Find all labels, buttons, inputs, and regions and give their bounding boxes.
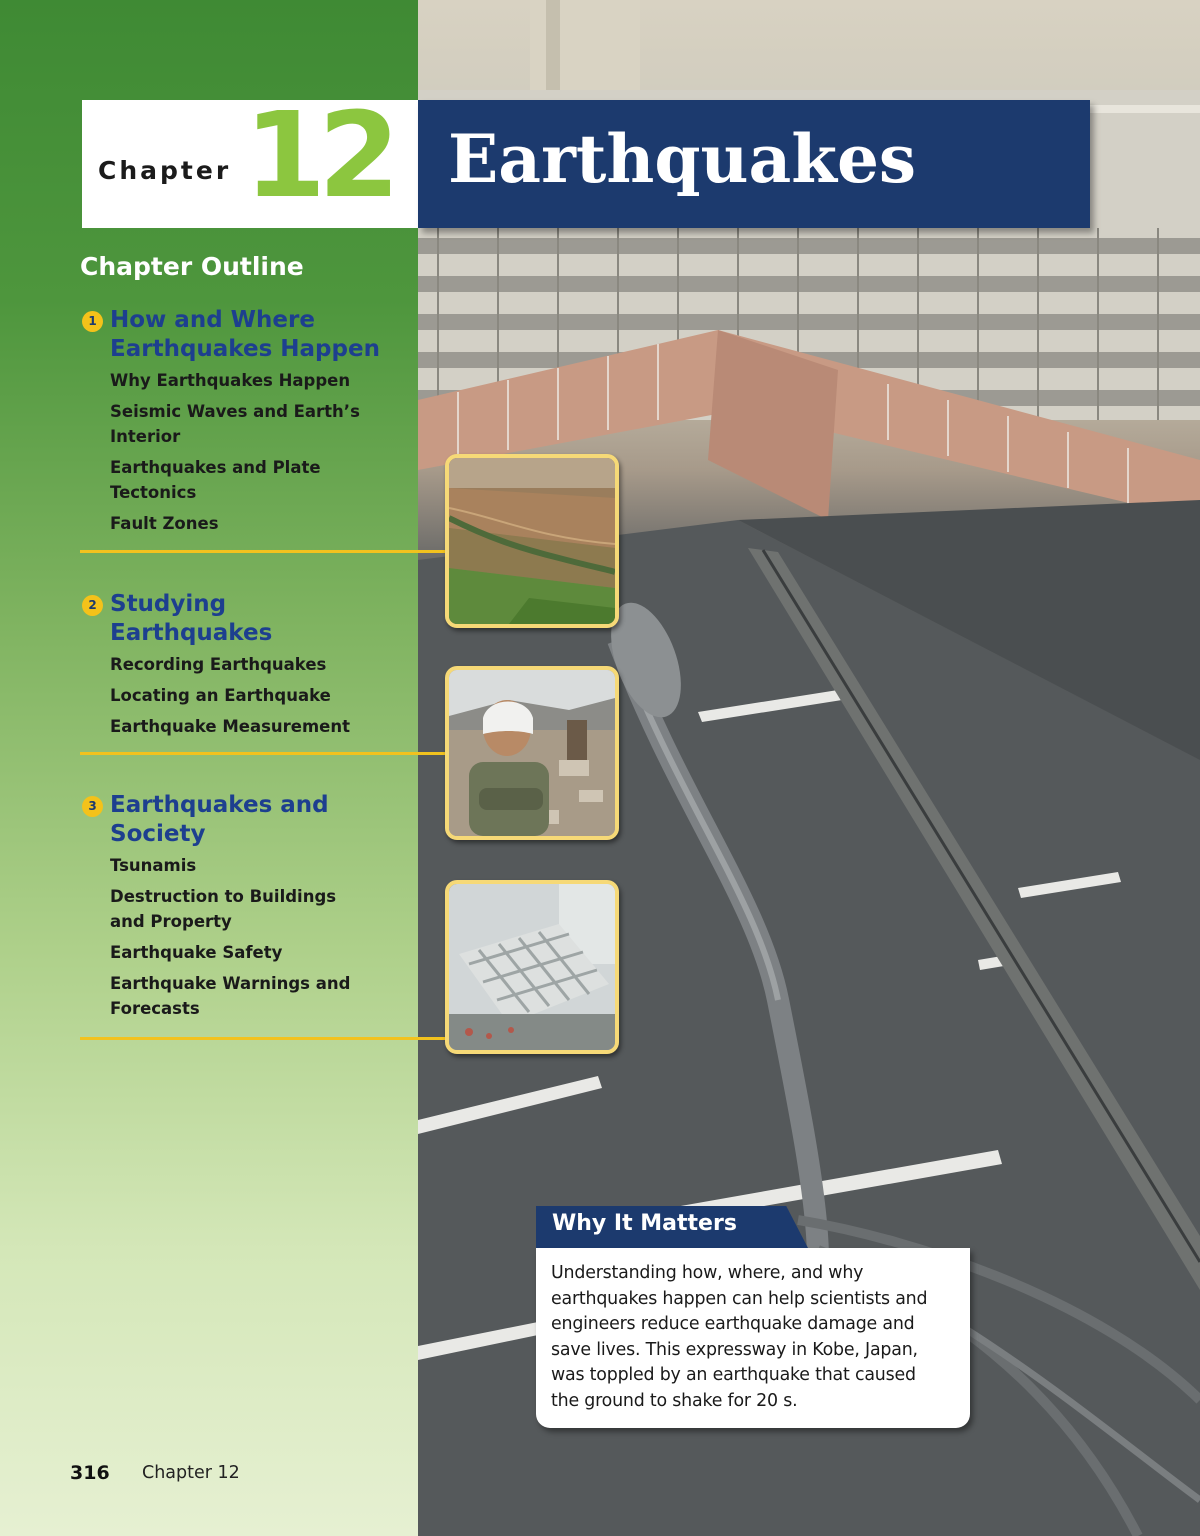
- outline-item: Why Earthquakes Happen: [110, 371, 351, 390]
- chapter-word: Chapter: [98, 156, 232, 185]
- section-title: How and Where Earthquakes Happen: [110, 307, 380, 362]
- outline-item: Earthquake Safety: [110, 943, 283, 962]
- section-number-badge: 1: [82, 311, 103, 332]
- section-divider: [80, 1037, 446, 1040]
- section-title: Earthquakes and Society: [110, 792, 329, 847]
- outline-section-2: [80, 590, 420, 739]
- outline-item: Earthquake Measurement: [110, 717, 350, 736]
- outline-item: Destruction to Buildings and Property: [110, 887, 337, 931]
- outline-sidebar: [0, 0, 418, 1536]
- section-number-badge: 2: [82, 595, 103, 616]
- page-number: 316: [70, 1462, 110, 1484]
- outline-heading: Chapter Outline: [80, 252, 304, 281]
- injured-boy-thumbnail: [445, 666, 619, 840]
- chapter-number: 12: [244, 86, 393, 224]
- fault-landscape-thumbnail: [445, 454, 619, 628]
- collapsed-building-thumbnail: [445, 880, 619, 1054]
- chapter-title: Earthquakes: [448, 120, 917, 198]
- outline-item: Tsunamis: [110, 856, 197, 875]
- section-divider: [80, 752, 446, 755]
- outline-section-3: [80, 791, 420, 1021]
- outline-section-1: [80, 306, 420, 536]
- outline-item: Earthquake Warnings and Forecasts: [110, 974, 351, 1018]
- outline-item: Earthquakes and Plate Tectonics: [110, 458, 321, 502]
- outline-item: Locating an Earthquake: [110, 686, 331, 705]
- footer-chapter-label: Chapter 12: [142, 1463, 240, 1483]
- section-number-badge: 3: [82, 796, 103, 817]
- outline-item: Seismic Waves and Earth’s Interior: [110, 402, 360, 446]
- why-it-matters-text: Understanding how, where, and why earthquakes happen can help scientists and engineers reduce earthquake damage and save lives. This expressway in Kobe, Japan, was toppled by an earthquake that caused the ground to shake for 20 s.: [551, 1263, 928, 1411]
- section-title: Studying Earthquakes: [110, 591, 273, 646]
- why-it-matters-label: Why It Matters: [552, 1211, 737, 1236]
- outline-item: Fault Zones: [110, 514, 219, 533]
- outline-item: Recording Earthquakes: [110, 655, 327, 674]
- section-divider: [80, 550, 446, 553]
